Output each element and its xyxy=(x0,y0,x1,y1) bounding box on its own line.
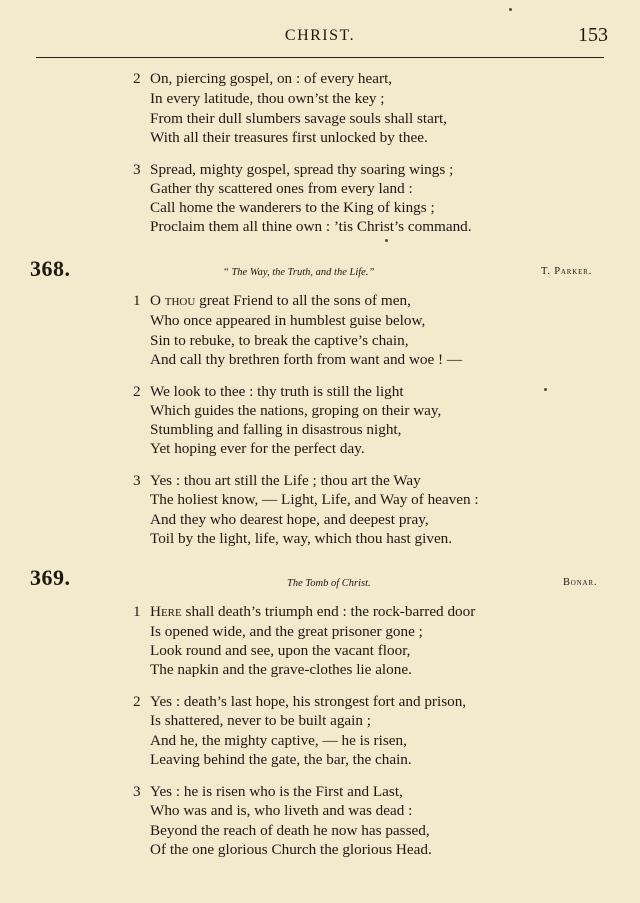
verse-line: Yes : death’s last hope, his strongest fort and prison, xyxy=(150,693,467,710)
hymn-number: 368. xyxy=(30,256,71,281)
hymn-title: The Tomb of Christ. xyxy=(287,578,371,589)
verse-line: Call home the wanderers to the King of kings ; xyxy=(150,199,435,216)
verse-line: With all their treasures first unlocked by thee. xyxy=(150,129,428,146)
verse-line-rest: shall death’s triumph end : the rock-barred door xyxy=(181,603,476,620)
verse-line xyxy=(150,603,475,621)
verse-line: On, piercing gospel, on : of every heart, xyxy=(150,70,393,87)
verse-line: Yes : thou art still the Life ; thou art the Way xyxy=(150,472,421,489)
verse-line: Beyond the reach of death he now has passed, xyxy=(150,822,430,839)
verse-number: 3 xyxy=(133,783,141,800)
verse-line: Proclaim them all thine own : ’tis Christ’s command. xyxy=(150,218,472,235)
verse-line: And he, the mighty captive, — he is risen, xyxy=(150,732,407,749)
hymn-title: “ The Way, the Truth, and the Life.” xyxy=(223,267,375,278)
verse-line: Who was and is, who liveth and was dead : xyxy=(150,802,413,819)
header-rule xyxy=(36,57,604,58)
verse-line: Stumbling and falling in disastrous night, xyxy=(150,421,402,438)
page-header-title: CHRIST. xyxy=(284,27,356,44)
verse-line: Is shattered, never to be built again ; xyxy=(150,712,371,729)
verse-line: Leaving behind the gate, the bar, the chain. xyxy=(150,751,412,768)
print-speck xyxy=(509,8,512,11)
verse-number: 1 xyxy=(133,603,141,620)
verse-number: 2 xyxy=(133,693,141,710)
verse-number: 3 xyxy=(133,161,141,178)
verse-line: The holiest know, — Light, Life, and Way of heaven : xyxy=(150,491,479,508)
verse-line: The napkin and the grave-clothes lie alone. xyxy=(150,661,412,678)
verse-line: Which guides the nations, groping on their way, xyxy=(150,402,442,419)
verse-line: We look to thee : thy truth is still the light xyxy=(150,383,404,400)
verse-line: Yet hoping ever for the perfect day. xyxy=(150,440,365,457)
verse-line: Look round and see, upon the vacant floor, xyxy=(150,642,411,659)
verse-line: Sin to rebuke, to break the captive’s chain, xyxy=(150,332,409,349)
hymn-author: Bonar. xyxy=(563,577,598,588)
verse-line: From their dull slumbers savage souls shall start, xyxy=(150,110,447,127)
verse-line: Of the one glorious Church the glorious Head. xyxy=(150,841,432,858)
verse-line: Toil by the light, life, way, which thou hast given. xyxy=(150,530,453,547)
verse-number: 1 xyxy=(133,292,141,309)
verse-line xyxy=(150,292,411,310)
print-speck xyxy=(385,239,388,242)
verse-line: And call thy brethren forth from want and woe ! — xyxy=(150,351,463,368)
verse-line: And they who dearest hope, and deepest pray, xyxy=(150,511,429,528)
verse-first-word: Here xyxy=(150,603,182,620)
verse-line-rest: great Friend to all the sons of men, xyxy=(195,292,411,309)
verse-line: Is opened wide, and the great prisoner gone ; xyxy=(150,623,423,640)
verse-line: Gather thy scattered ones from every land : xyxy=(150,180,413,197)
hymn-author: T. Parker. xyxy=(541,266,593,277)
print-speck xyxy=(544,388,547,391)
verse-first-word: O thou xyxy=(150,292,196,309)
hymn-number: 369. xyxy=(30,565,71,590)
verse-line: In every latitude, thou own’st the key ; xyxy=(150,90,385,107)
verse-number: 2 xyxy=(133,383,141,400)
verse-line: Who once appeared in humblest guise below, xyxy=(150,312,426,329)
verse-line: Spread, mighty gospel, spread thy soaring wings ; xyxy=(150,161,454,178)
page-number: 153 xyxy=(578,24,608,46)
verse-line: Yes : he is risen who is the First and Last, xyxy=(150,783,403,800)
verse-number: 2 xyxy=(133,70,141,87)
verse-number: 3 xyxy=(133,472,141,489)
